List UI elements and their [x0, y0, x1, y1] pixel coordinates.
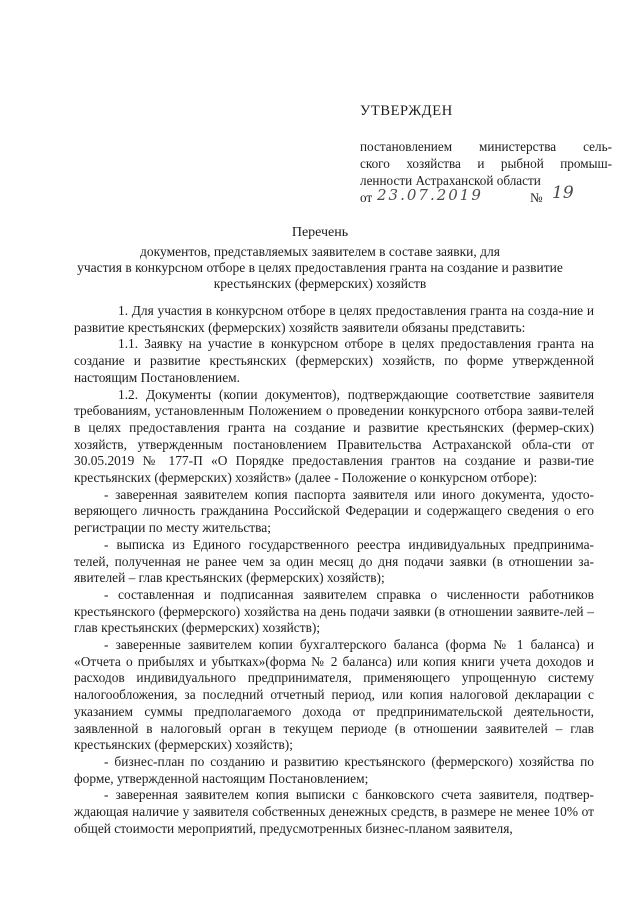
handwritten-date: 23.07.2019 — [377, 186, 483, 204]
list-item: - бизнес-план по созданию и развитию крестьянского (фермерского) хозяйства по форме, утвержденной настоящим Постановлением; — [74, 753, 594, 786]
approval-line: постановлением министерства сель- — [360, 139, 612, 154]
list-item: - заверенная заявителем копия выписки с банковского счета заявителя, подтвер-ждающая наличие у заявителя собственных денежных средств, в размере не менее 10% от общей стоимости мероприятий, предусмотренных бизнес-планом заявителя, — [74, 787, 594, 836]
date-prefix: от — [360, 190, 373, 205]
approval-date-number-row — [360, 183, 612, 208]
list-item: - выписка из Единого государственного реестра индивидуальных предпринима-телей, полученная не ранее чем за один месяц до дня подачи заявки (в отношении за-явителей – глав крестьянских (фермерских) хозяйств); — [74, 536, 594, 586]
list-item: - заверенные заявителем копии бухгалтерского баланса (форма № 1 баланса) и «Отчета о прибылях и убытках»(форма № 2 баланса) или копия книги учета доходов и расходов индивидуального предпринимателя, применяющего упрощенную систему налогообложения, за последний отчетный период, или копия налоговой декларации с указанием суммы предполагаемого дохода от предпринимательской деятельности, заявленной в налоговый орган в текущем периоде (в отношении заявителей – глав крестьянских (фермерских) хозяйств); — [74, 637, 594, 753]
approval-line: ского хозяйства и рыбной промыш- — [360, 156, 612, 171]
paragraph: 1. Для участия в конкурсном отборе в целях предоставления гранта на созда-ние и развитие крестьянских (фермерских) хозяйств заявители обязаны представить: — [74, 303, 594, 335]
list-item: - составленная и подписанная заявителем справка о численности работников крестьянского (фермерского) хозяйства на день подачи заявки (в отношении заявите-лей – глав крестьянских (фермерских) хозяйств); — [74, 586, 594, 636]
heading-title: Перечень — [291, 225, 349, 240]
heading-line: документов, представляемых заявителем в составе заявки, для — [140, 244, 500, 259]
paragraph: 1.2. Документы (копии документов), подтверждающие соответствие заявителя требованиям, установленным Положением о проведении конкурсного отбора заяви-телей в целях предоставления гранта на создание и развитие крестьянских (фермер-ских) хозяйств, утвержденным постановлением Правительства Астраханской обла-сти от 30.05.2019 № 177-П «О Порядке предоставления грантов на создание и разви-тие крестьянских (фермерских) хозяйств» (далее - Положение о конкурсном отборе): — [74, 386, 594, 486]
list-item: - заверенная заявителем копия паспорта заявителя или иного документа, удосто-веряющего личность гражданина Российской Федерации и содержащего сведения о его регистрации по месту жительства; — [74, 486, 594, 536]
approval-stamp-block — [360, 103, 612, 208]
document-heading — [60, 225, 580, 292]
heading-line: крестьянских (фермерских) хозяйств — [213, 276, 427, 291]
number-prefix: № — [530, 190, 543, 205]
approval-line: ленности Астраханской области — [360, 173, 541, 188]
document-body — [74, 303, 594, 838]
heading-line: участия в конкурсном отборе в целях предоставления гранта на создание и развитие — [77, 260, 563, 275]
handwritten-number: 19 — [552, 183, 574, 203]
approval-title: УТВЕРЖДЕН — [360, 103, 453, 119]
paragraph: 1.1. Заявку на участие в конкурсном отборе в целях предоставления гранта на создание и развитие крестьянских (фермерских) хозяйств, по форме утвержденной настоящим Постановлением. — [74, 336, 594, 385]
